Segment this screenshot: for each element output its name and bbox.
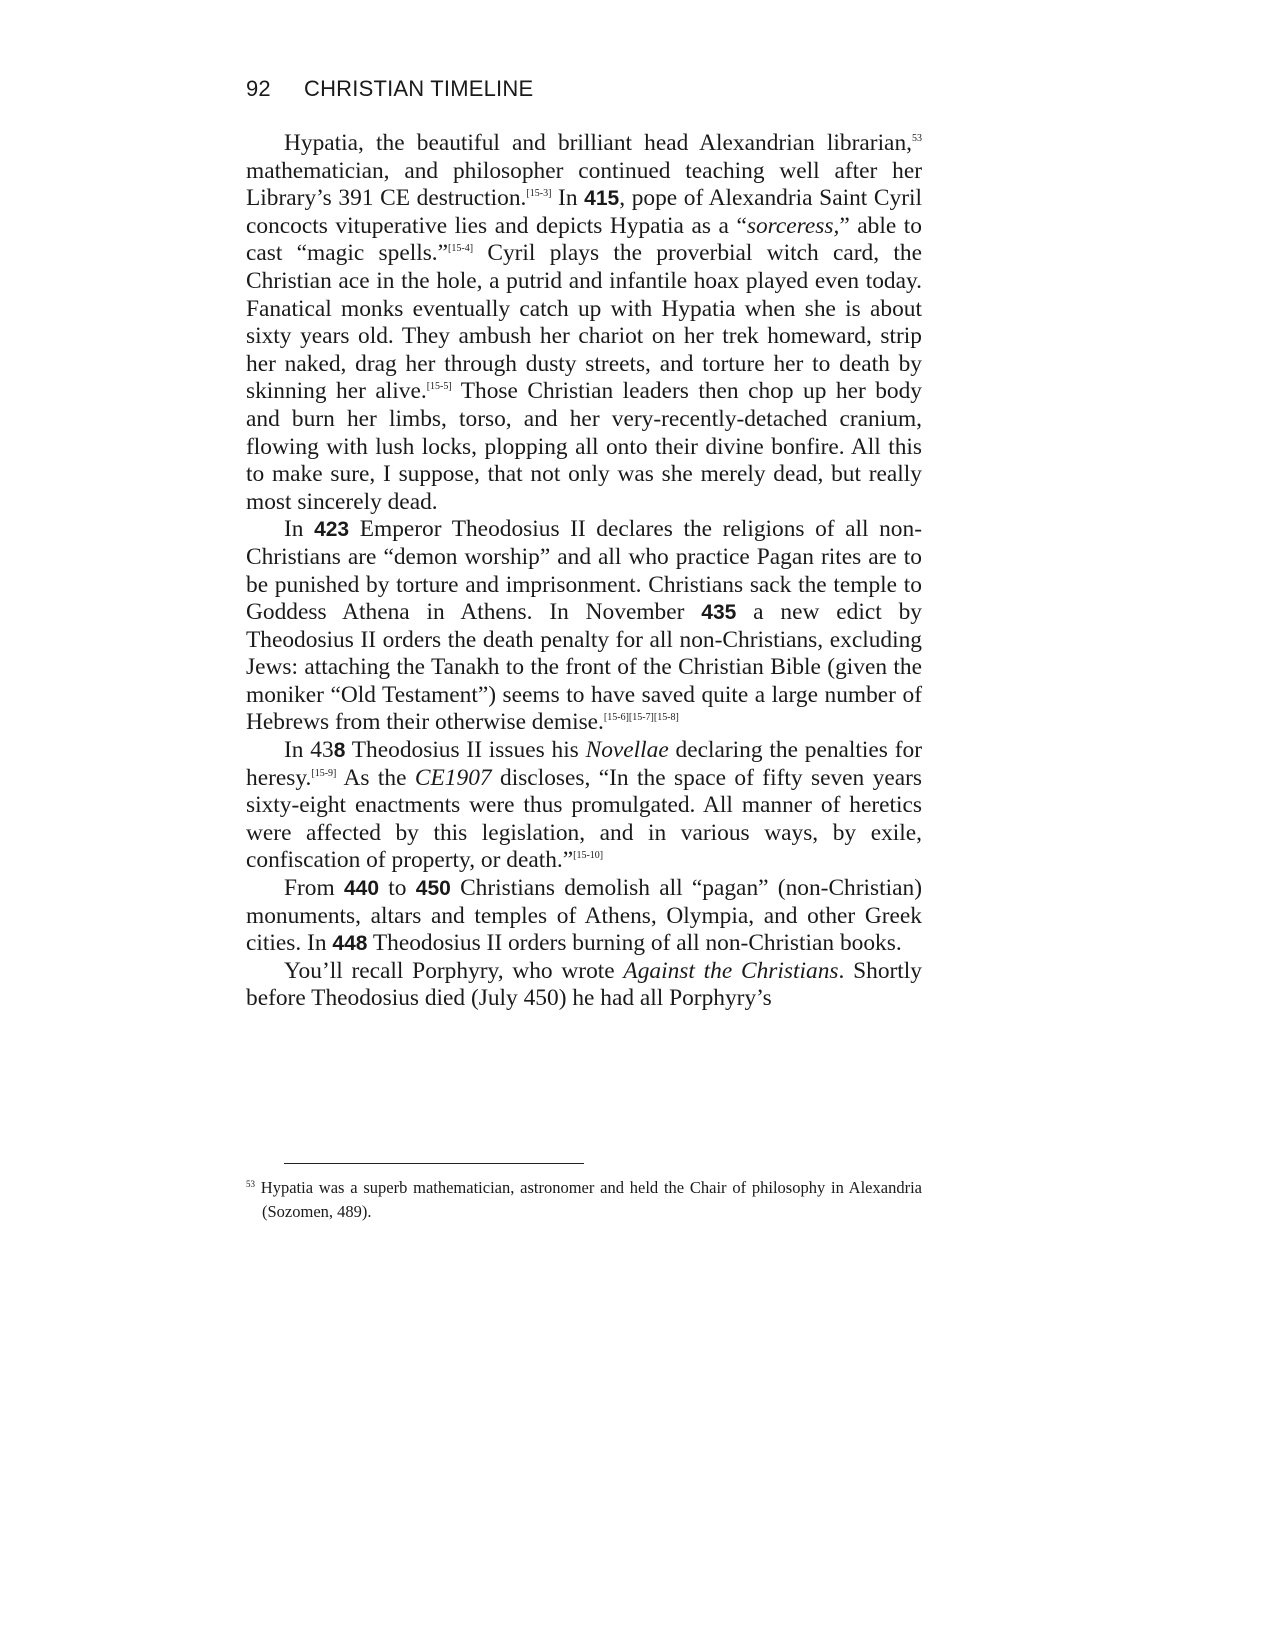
footnote xyxy=(246,1176,922,1224)
text-run: From xyxy=(284,875,344,902)
running-header xyxy=(246,76,533,102)
text-run: Christians demolish all “pagan” (non-Christian) monuments, altars and temples of Athens, Olympia, and other Greek cities. In xyxy=(246,875,923,957)
year: 8 xyxy=(333,739,346,763)
emphasis: sorceress, xyxy=(746,212,840,239)
year: 415 xyxy=(584,187,620,211)
text-run: In 43 xyxy=(284,737,334,764)
text-run: mathematician, and philosopher continued teaching well after her Library’s 391 CE destruction. xyxy=(246,157,922,212)
year: 448 xyxy=(332,932,368,956)
paragraph-440 xyxy=(246,875,922,958)
emphasis: Against the Christians xyxy=(623,957,839,984)
citation-ref: [15-4] xyxy=(448,243,474,255)
text-run: As the xyxy=(336,764,415,791)
citation-ref: [15-5] xyxy=(426,381,452,393)
citation-ref: [15-3] xyxy=(526,188,552,200)
year: 435 xyxy=(701,601,737,625)
footnote-53 xyxy=(246,1176,922,1224)
text-run: discloses, “In the space of fifty seven years sixty-eight enactments were thus promulgated. All manner of heretics were affected by this legislation, and in various ways, by exile, confiscation of property, or death.” xyxy=(246,764,923,874)
footnote-text: Hypatia was a superb mathematician, astronomer and held the Chair of philosophy in Alexandria (Sozomen, 489). xyxy=(255,1178,922,1221)
emphasis: Novellae xyxy=(585,737,669,764)
year: 450 xyxy=(415,877,451,901)
citation-ref: [15-10] xyxy=(573,850,604,862)
text-run: ” able to cast “magic spells.” xyxy=(246,212,922,267)
paragraph-423 xyxy=(246,516,922,737)
year: 423 xyxy=(314,518,350,542)
text-run: Hypatia, the beautiful and brilliant head Alexandrian librarian, xyxy=(284,130,912,156)
year: 440 xyxy=(343,877,380,901)
text-run: a new edict by Theodosius II orders the death penalty for all non-Christians, excluding Jews: attaching the Tanakh to the front of the Christian Bible (given the moniker “Old Testament”) seems to have saved quite a large number of Hebrews from their otherwise demise. xyxy=(246,599,922,736)
emphasis: CE1907 xyxy=(414,764,492,791)
text-run: Emperor Theodosius II declares the religions of all non-Christians are “demon worship” and all who practice Pagan rites are to be punished by torture and imprisonment. Christians sack the temple to Goddess Athena in Athens. In November xyxy=(246,516,922,626)
footnote-number: 53 xyxy=(246,1179,255,1189)
text-run: declaring the penalties for heresy. xyxy=(246,737,922,791)
page-number: 92 xyxy=(246,76,271,101)
text-run: Those Christian leaders then chop up her body and burn her limbs, torso, and her very-recently-detached cranium, flowing with lush locks, plopping all onto their divine bonfire. All this to make sure, I suppose, that not only was she merely dead, but really most sincerely dead. xyxy=(246,378,922,515)
text-run: Theodosius II issues his xyxy=(345,737,586,764)
text-run: . Shortly before Theodosius died (July 450) he had all Porphyry’s xyxy=(246,957,922,1012)
text-run: , pope of Alexandria Saint Cyril concocts vituperative lies and depicts Hypatia as a “ xyxy=(246,185,922,239)
citation-ref: [15-6][15-7][15-8] xyxy=(603,712,679,724)
text-run: In xyxy=(284,516,315,543)
body-text xyxy=(246,130,922,1013)
text-run: In xyxy=(551,185,585,212)
citation-ref: [15-9] xyxy=(311,767,337,779)
paragraph-hypatia xyxy=(246,130,922,516)
text-run: Theodosius II orders burning of all non-Christian books. xyxy=(367,930,902,957)
text-run: to xyxy=(379,875,416,902)
text-run: Cyril plays the proverbial witch card, the Christian ace in the hole, a putrid and infantile hoax played even today. Fanatical monks eventually catch up with Hypatia when she is about sixty years old. They ambush her chariot on her trek homeward, strip her naked, drag her through dusty streets, and torture her to death by skinning her alive. xyxy=(246,240,922,405)
running-title: CHRISTIAN TIMELINE xyxy=(304,76,534,101)
footnote-marker: 53 xyxy=(912,133,922,144)
footnote-rule xyxy=(284,1163,584,1164)
paragraph-438 xyxy=(246,737,922,875)
text-run: You’ll recall Porphyry, who wrote xyxy=(284,957,624,984)
paragraph-porphyry xyxy=(246,958,922,1013)
